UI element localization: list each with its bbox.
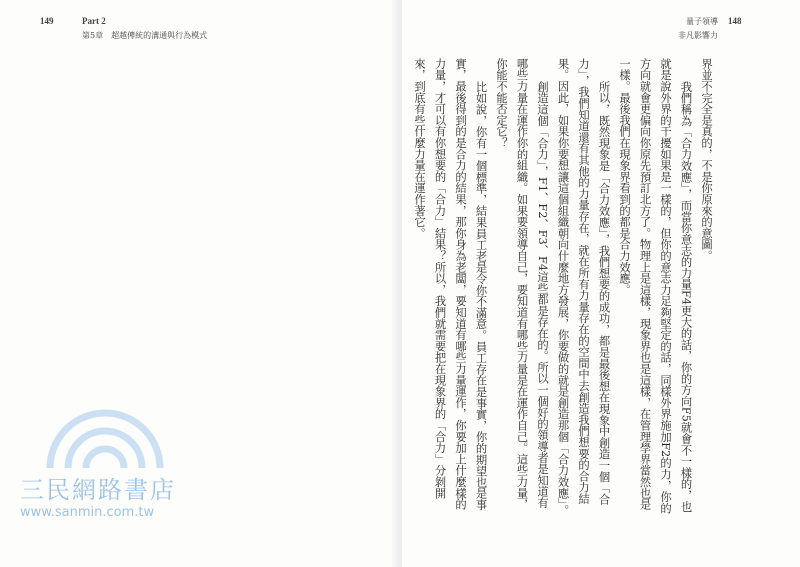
text-column: 力量，才可以有你想要的「合力」結果？所以，我們就需要把在現象界的「合力」分剝開 (433, 58, 447, 499)
right-page (402, 0, 800, 567)
text-column: 我們稱為「合力效應」，而當你意志的力量F4更大的話，你的方向F5就會不一樣的，也 (679, 80, 693, 512)
text-column: 一樣。最後我們在現象界看到的都是合力效應。 (618, 58, 631, 296)
text-column: 哪些力量在運作你的組織。如果要領導自己，要知道有哪些力量是在運作自己。這些力量， (515, 58, 529, 510)
watermark-store-name: 三民網路書店 (20, 476, 176, 504)
text-column: 你能不能否定它？ (495, 58, 508, 149)
text-column: 就是說外界的干擾如果是一樣的，但你的意志力足夠堅定的話，同樣外界施加F2的力，你的 (659, 58, 672, 514)
part-label: Part 2 (82, 16, 106, 26)
right-body-text (409, 58, 717, 516)
book-title: 量子領導 (686, 17, 718, 26)
text-column: 實，最後得到的是合力的結果，那你身為老闆，要知道有哪些力量運作，你要加上什麼樣的 (454, 58, 467, 510)
book-subtitle: 非凡影響力 (678, 31, 718, 40)
text-column: 比如說，你有一個標準，結果員工老是令你不滿意。員工存在是事實，你的期望也是事 (474, 80, 488, 510)
text-column: 來，到底有些什麼力量在運作著它。 (413, 58, 426, 239)
chapter-title: 第5章 超越傳統的溝通與行為模式 (82, 31, 208, 40)
text-column: 界並不完全是真的，不是你原來的意圖。 (700, 58, 713, 262)
text-column: 果。因此，如果你要想讓這個組織朝向什麼地方發展，你要做的就是創造那個「合力效應」。 (556, 58, 570, 516)
watermark-url: www.sanmin.com.tw (20, 505, 155, 520)
page-number-left: 149 (40, 16, 54, 26)
text-column: 所以，既然現象是「合力效應」，我們想要的成功，都是最後想在現象中創造一個「合 (597, 80, 611, 505)
text-column: 方向就會更偏向你原先預訂北方了。物理上是這樣，現象界也是這樣，在管理學界當然也是 (638, 58, 652, 510)
text-column: 力」，我們知道還有其他的力量存在，就在所有力量存在的空間中去創造我們想要的合力結 (577, 58, 590, 505)
page-number-right: 148 (728, 16, 742, 26)
left-page (0, 0, 398, 567)
text-column: 創造這個「合力」，F1、F2、F3、F4這些都是存在的。所以一個好的領導者是知道有 (536, 80, 549, 508)
